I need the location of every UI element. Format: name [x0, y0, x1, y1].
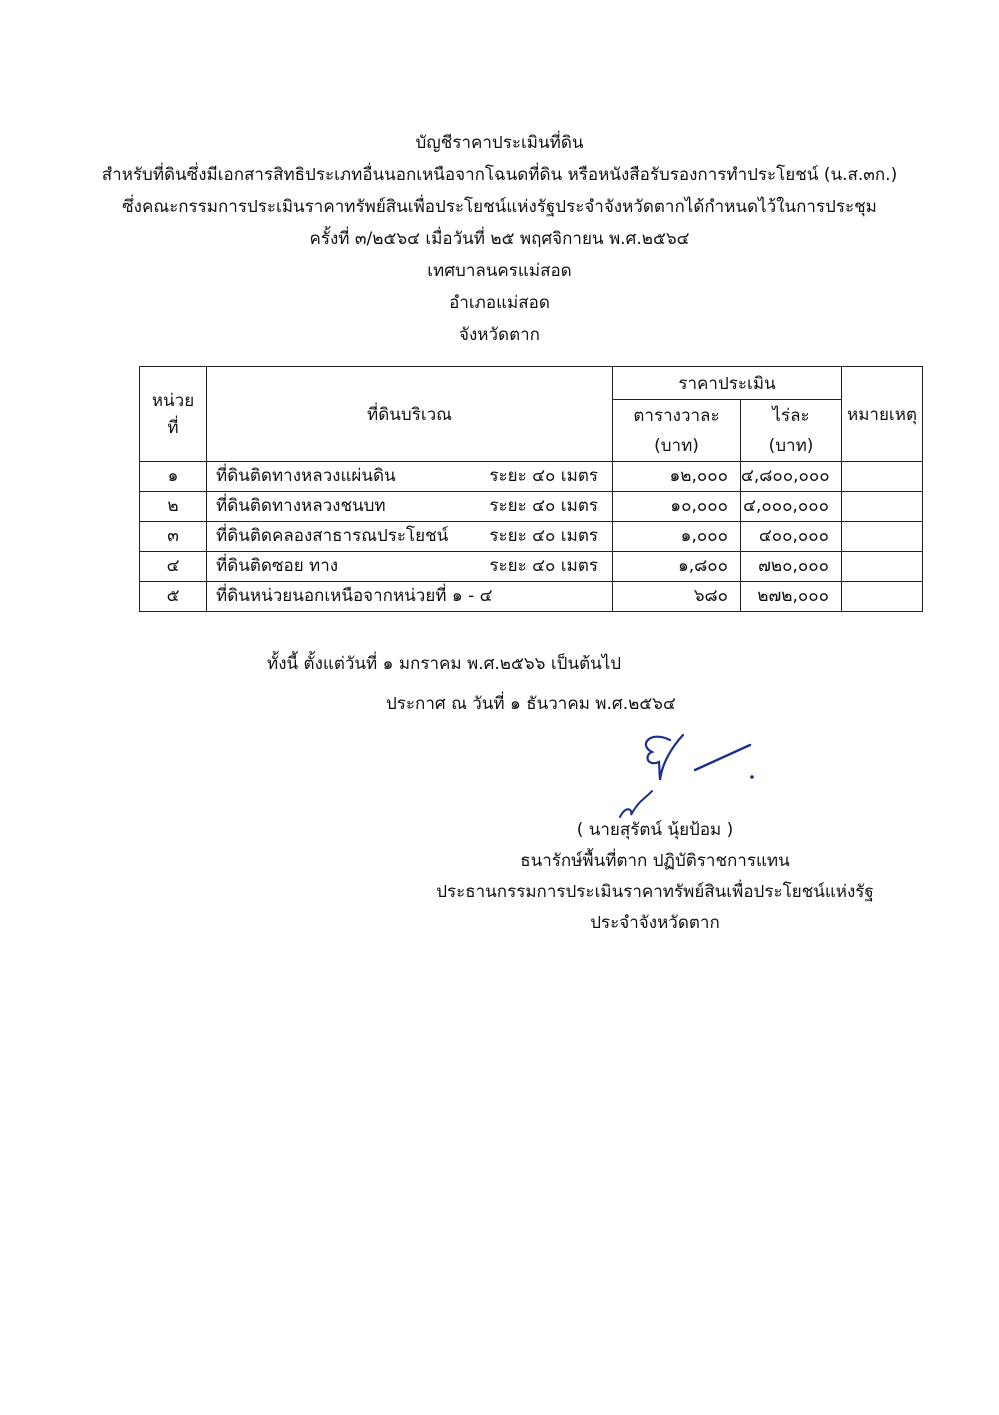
table-row: [140, 552, 923, 582]
row-area: [207, 462, 613, 492]
row-per-rai: ๗๒๐,๐๐๐: [741, 552, 842, 582]
col-per-sqwa-header: [613, 400, 741, 462]
table-row: [140, 462, 923, 492]
header-meeting: ครั้งที่ ๓/๒๕๖๔ เมื่อวันที่ ๒๕ พฤศจิกายน พ.ศ.๒๕๖๔: [309, 229, 690, 249]
row-area-name: ที่ดินติดซอย ทาง: [216, 556, 339, 576]
row-area: [207, 522, 613, 552]
row-no: ๔: [140, 552, 207, 582]
row-area-name: ที่ดินหน่วยนอกเหนือจากหน่วยที่ ๑ - ๔: [216, 586, 493, 606]
signatory-position: ธนารักษ์พื้นที่ตาก ปฏิบัติราชการแทน: [520, 851, 790, 871]
document-header: [0, 127, 999, 351]
row-area: [207, 492, 613, 522]
effective-date: ทั้งนี้ ตั้งแต่วันที่ ๑ มกราคม พ.ศ.๒๕๖๖ เป็นต้นไป: [267, 654, 622, 674]
header-subtitle: สำหรับที่ดินซึ่งมีเอกสารสิทธิประเภทอื่นนอกเหนือจากโฉนดที่ดิน หรือหนังสือรับรองการทำประโยชน์ (น.ส.๓ก.): [101, 165, 898, 185]
row-distance: ระยะ ๔๐ เมตร: [489, 496, 598, 516]
header-province: จังหวัดตาก: [459, 325, 540, 345]
col-unit-header: [140, 367, 207, 462]
table-row: [140, 492, 923, 522]
row-remark: [842, 492, 923, 522]
signatory-block: [420, 815, 890, 939]
row-per-sqwa: ๑๒,๐๐๐: [613, 462, 741, 492]
col-price-header: ราคาประเมิน: [613, 367, 842, 400]
row-remark: [842, 582, 923, 612]
row-per-rai: ๔๐๐,๐๐๐: [741, 522, 842, 552]
header-district: อำเภอแม่สอด: [449, 293, 550, 313]
col-per-sqwa-unit: (บาท): [654, 435, 699, 456]
row-per-sqwa: ๑,๐๐๐: [613, 522, 741, 552]
col-unit-label: หน่วย: [151, 391, 195, 411]
row-area-name: ที่ดินติดทางหลวงชนบท: [216, 496, 386, 516]
signatory-position-2: ประธานกรรมการประเมินราคาทรัพย์สินเพื่อประโยชน์แห่งรัฐ: [436, 882, 874, 902]
row-area: [207, 552, 613, 582]
row-distance: ระยะ ๔๐ เมตร: [489, 526, 598, 546]
row-no: ๒: [140, 492, 207, 522]
valuation-table: [139, 366, 923, 612]
document-title: บัญชีราคาประเมินที่ดิน: [415, 133, 584, 153]
signatory-position-3: ประจำจังหวัดตาก: [590, 913, 720, 933]
row-per-sqwa: ๖๘๐: [613, 582, 741, 612]
col-remark-header: หมายเหตุ: [842, 367, 923, 462]
header-municipality: เทศบาลนครแม่สอด: [427, 261, 572, 281]
row-no: ๓: [140, 522, 207, 552]
table-row: [140, 582, 923, 612]
col-unit-label-2: ที่: [167, 418, 179, 438]
row-area-name: ที่ดินติดคลองสาธารณประโยชน์: [216, 526, 449, 546]
row-no: ๑: [140, 462, 207, 492]
row-remark: [842, 462, 923, 492]
row-area-name: ที่ดินติดทางหลวงแผ่นดิน: [216, 466, 396, 486]
row-per-rai: ๔,๐๐๐,๐๐๐: [741, 492, 842, 522]
header-committee: ซึ่งคณะกรรมการประเมินราคาทรัพย์สินเพื่อประโยชน์แห่งรัฐประจำจังหวัดตากได้กำหนดไว้ในการประชุม: [122, 197, 877, 217]
col-per-sqwa-label: ตารางวาละ: [633, 405, 720, 426]
table-row: [140, 522, 923, 552]
row-distance: ระยะ ๔๐ เมตร: [489, 556, 598, 576]
col-per-rai-unit: (บาท): [768, 435, 814, 456]
row-distance: ระยะ ๔๐ เมตร: [489, 466, 598, 486]
col-area-header: ที่ดินบริเวณ: [207, 367, 613, 462]
signatory-name: ( นายสุรัตน์ นุ้ยป้อม ): [576, 820, 734, 840]
row-per-rai: ๔,๘๐๐,๐๐๐: [741, 462, 842, 492]
row-per-sqwa: ๑๐,๐๐๐: [613, 492, 741, 522]
col-per-rai-label: ไร่ละ: [772, 405, 810, 426]
row-remark: [842, 552, 923, 582]
row-area: [207, 582, 613, 612]
row-no: ๕: [140, 582, 207, 612]
announcement-date: ประกาศ ณ วันที่ ๑ ธันวาคม พ.ศ.๒๕๖๔: [386, 694, 676, 714]
row-remark: [842, 522, 923, 552]
row-per-rai: ๒๗๒,๐๐๐: [741, 582, 842, 612]
col-per-rai-header: [741, 400, 842, 462]
row-per-sqwa: ๑,๘๐๐: [613, 552, 741, 582]
